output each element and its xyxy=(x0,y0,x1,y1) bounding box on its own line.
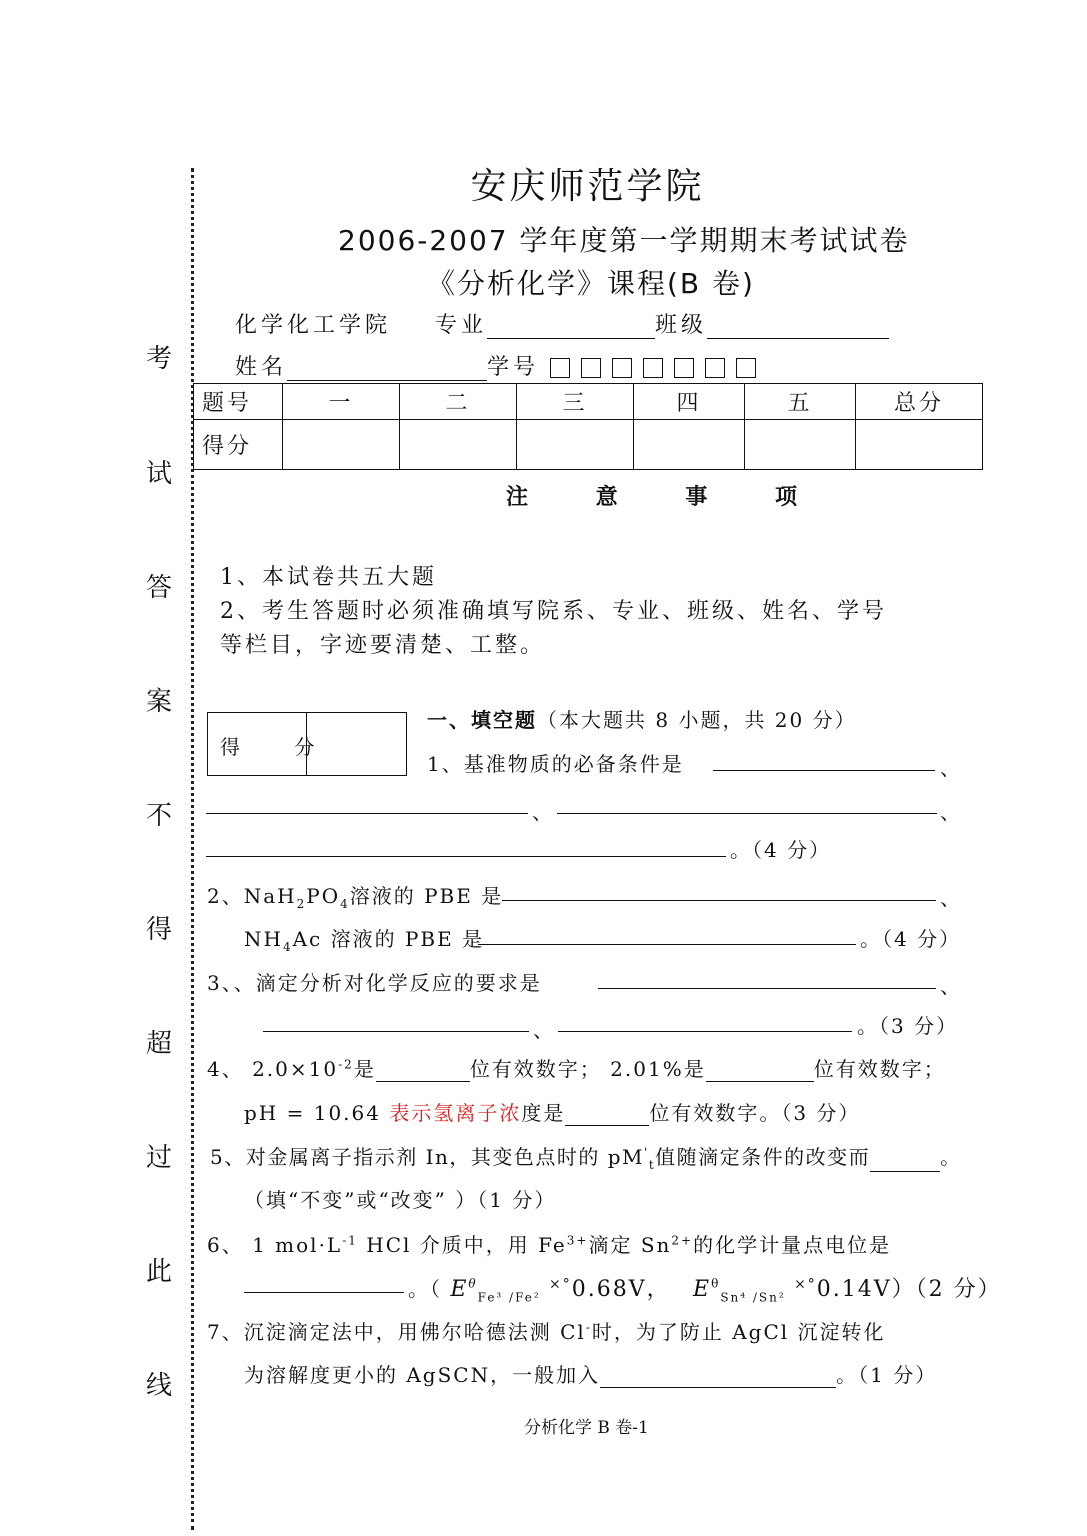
notice-item: 等栏目，字迹要清楚、工整。 xyxy=(220,633,546,658)
major-field[interactable] xyxy=(487,314,655,339)
table-header-cell: 三 xyxy=(517,384,634,420)
college-label: 化学化工学院 xyxy=(235,313,392,338)
answer-blank[interactable] xyxy=(244,1292,404,1293)
side-char: 此 xyxy=(146,1257,173,1287)
student-id-boxes[interactable] xyxy=(550,355,767,380)
answer-blank[interactable] xyxy=(206,813,528,814)
score-cell[interactable] xyxy=(634,420,745,470)
answer-blank[interactable] xyxy=(557,813,937,814)
section-title: 一、填空题 xyxy=(427,708,537,732)
class-field[interactable] xyxy=(707,314,889,339)
question-4b: pH = 10.64 表示氢离子浓度是 位有效数字。（3 分） xyxy=(244,1101,861,1125)
answer-blank[interactable] xyxy=(598,988,936,989)
answer-blank[interactable] xyxy=(502,900,936,901)
question-points: 。（4 分） xyxy=(730,838,832,862)
answer-blank[interactable] xyxy=(870,1149,940,1172)
answer-blank[interactable] xyxy=(478,944,856,945)
question-2b: $NH_4Ac$ 溶液的 PBE 是 xyxy=(244,927,485,954)
name-label: 姓名 xyxy=(235,355,288,380)
section-score-box xyxy=(207,712,407,776)
answer-blank[interactable] xyxy=(376,1059,470,1082)
score-box-label: 得 分 xyxy=(220,735,339,759)
score-table xyxy=(193,383,983,470)
table-header-cell: 题号 xyxy=(194,384,283,420)
term-title: 2006-2007 学年度第一学期期末考试试卷 xyxy=(338,224,910,257)
side-char: 过 xyxy=(146,1143,173,1173)
score-cell[interactable] xyxy=(400,420,517,470)
course-title: 《分析化学》课程(B 卷) xyxy=(427,267,755,300)
answer-blank[interactable] xyxy=(706,1059,814,1082)
score-cell[interactable] xyxy=(856,420,983,470)
table-header-cell: 总分 xyxy=(856,384,983,420)
side-char: 超 xyxy=(146,1029,173,1059)
question-6-potentials: 。（ $E^\theta_{Fe^3 /Fe^2}$ ×°0.68V， $E^\theta_{Sn^4 /Sn^2}$ ×°0.14V）（2 分） xyxy=(408,1276,1002,1305)
score-cell[interactable] xyxy=(745,420,856,470)
question-6: 6、 1 $mol\cdot L^{-1}$ HCl 介质中，用 $Fe^{3+}$滴定 $Sn^{2+}$的化学计量点电位是 xyxy=(207,1233,892,1257)
side-char: 线 xyxy=(146,1371,173,1401)
question-2: 2、$NaH_2PO_4$溶液的 PBE 是 xyxy=(207,884,504,911)
section-note: （本大题共 8 小题，共 20 分） xyxy=(537,708,857,732)
name-field[interactable] xyxy=(287,356,487,381)
binding-dotted-line xyxy=(191,168,194,1530)
table-header-cell: 五 xyxy=(745,384,856,420)
side-char: 试 xyxy=(146,459,173,489)
notice-title: 注 意 事 项 xyxy=(506,485,827,510)
side-char: 答 xyxy=(146,573,173,603)
section-heading xyxy=(427,704,857,733)
major-label: 专业 xyxy=(435,313,488,338)
question-1: 1、基准物质的必备条件是 xyxy=(427,752,684,776)
side-char: 案 xyxy=(146,687,173,717)
page-footer: 分析化学 B 卷-1 xyxy=(524,1418,649,1438)
id-label: 学号 xyxy=(487,355,540,380)
school-title: 安庆师范学院 xyxy=(470,166,705,207)
answer-blank[interactable] xyxy=(263,1031,529,1032)
table-header-cell: 四 xyxy=(634,384,745,420)
side-char: 得 xyxy=(146,915,173,945)
info-row-2 xyxy=(235,350,767,381)
score-cell[interactable] xyxy=(283,420,400,470)
table-row-label: 得分 xyxy=(194,420,283,470)
class-label: 班级 xyxy=(655,313,708,338)
answer-blank[interactable] xyxy=(713,770,935,771)
answer-blank[interactable] xyxy=(558,1031,852,1032)
table-header-cell: 二 xyxy=(400,384,517,420)
side-char: 考 xyxy=(146,344,173,374)
question-points: 。（4 分） xyxy=(860,927,962,951)
score-cell[interactable] xyxy=(517,420,634,470)
question-7: 7、沉淀滴定法中，用佛尔哈德法测 Cl-时，为了防止 AgCl 沉淀转化 xyxy=(207,1320,886,1344)
side-char: 不 xyxy=(146,801,173,831)
table-header-cell: 一 xyxy=(283,384,400,420)
notice-item: 2、考生答题时必须准确填写院系、专业、班级、姓名、学号 xyxy=(220,599,887,624)
question-3: 3、、滴定分析对化学反应的要求是 xyxy=(207,971,542,995)
question-points: 。（3 分） xyxy=(857,1014,959,1038)
answer-blank[interactable] xyxy=(206,856,726,857)
question-5: 5、对金属离子指示剂 In，其变色点时的 $pM'_t$值随滴定条件的改变而 。 xyxy=(210,1145,962,1172)
question-7b: 为溶解度更小的 AgSCN，一般加入 。（1 分） xyxy=(244,1363,938,1387)
info-row-1 xyxy=(235,308,889,339)
notice-item: 1、本试卷共五大题 xyxy=(220,565,437,590)
answer-blank[interactable] xyxy=(600,1365,836,1388)
question-5-hint: （填“不变”或“改变” ）（1 分） xyxy=(244,1188,557,1212)
question-4: 4、 $2.0\times 10^{-2}$是 位有效数字； 2.01%是 位有效数字； xyxy=(207,1057,946,1081)
answer-blank[interactable] xyxy=(565,1103,649,1126)
